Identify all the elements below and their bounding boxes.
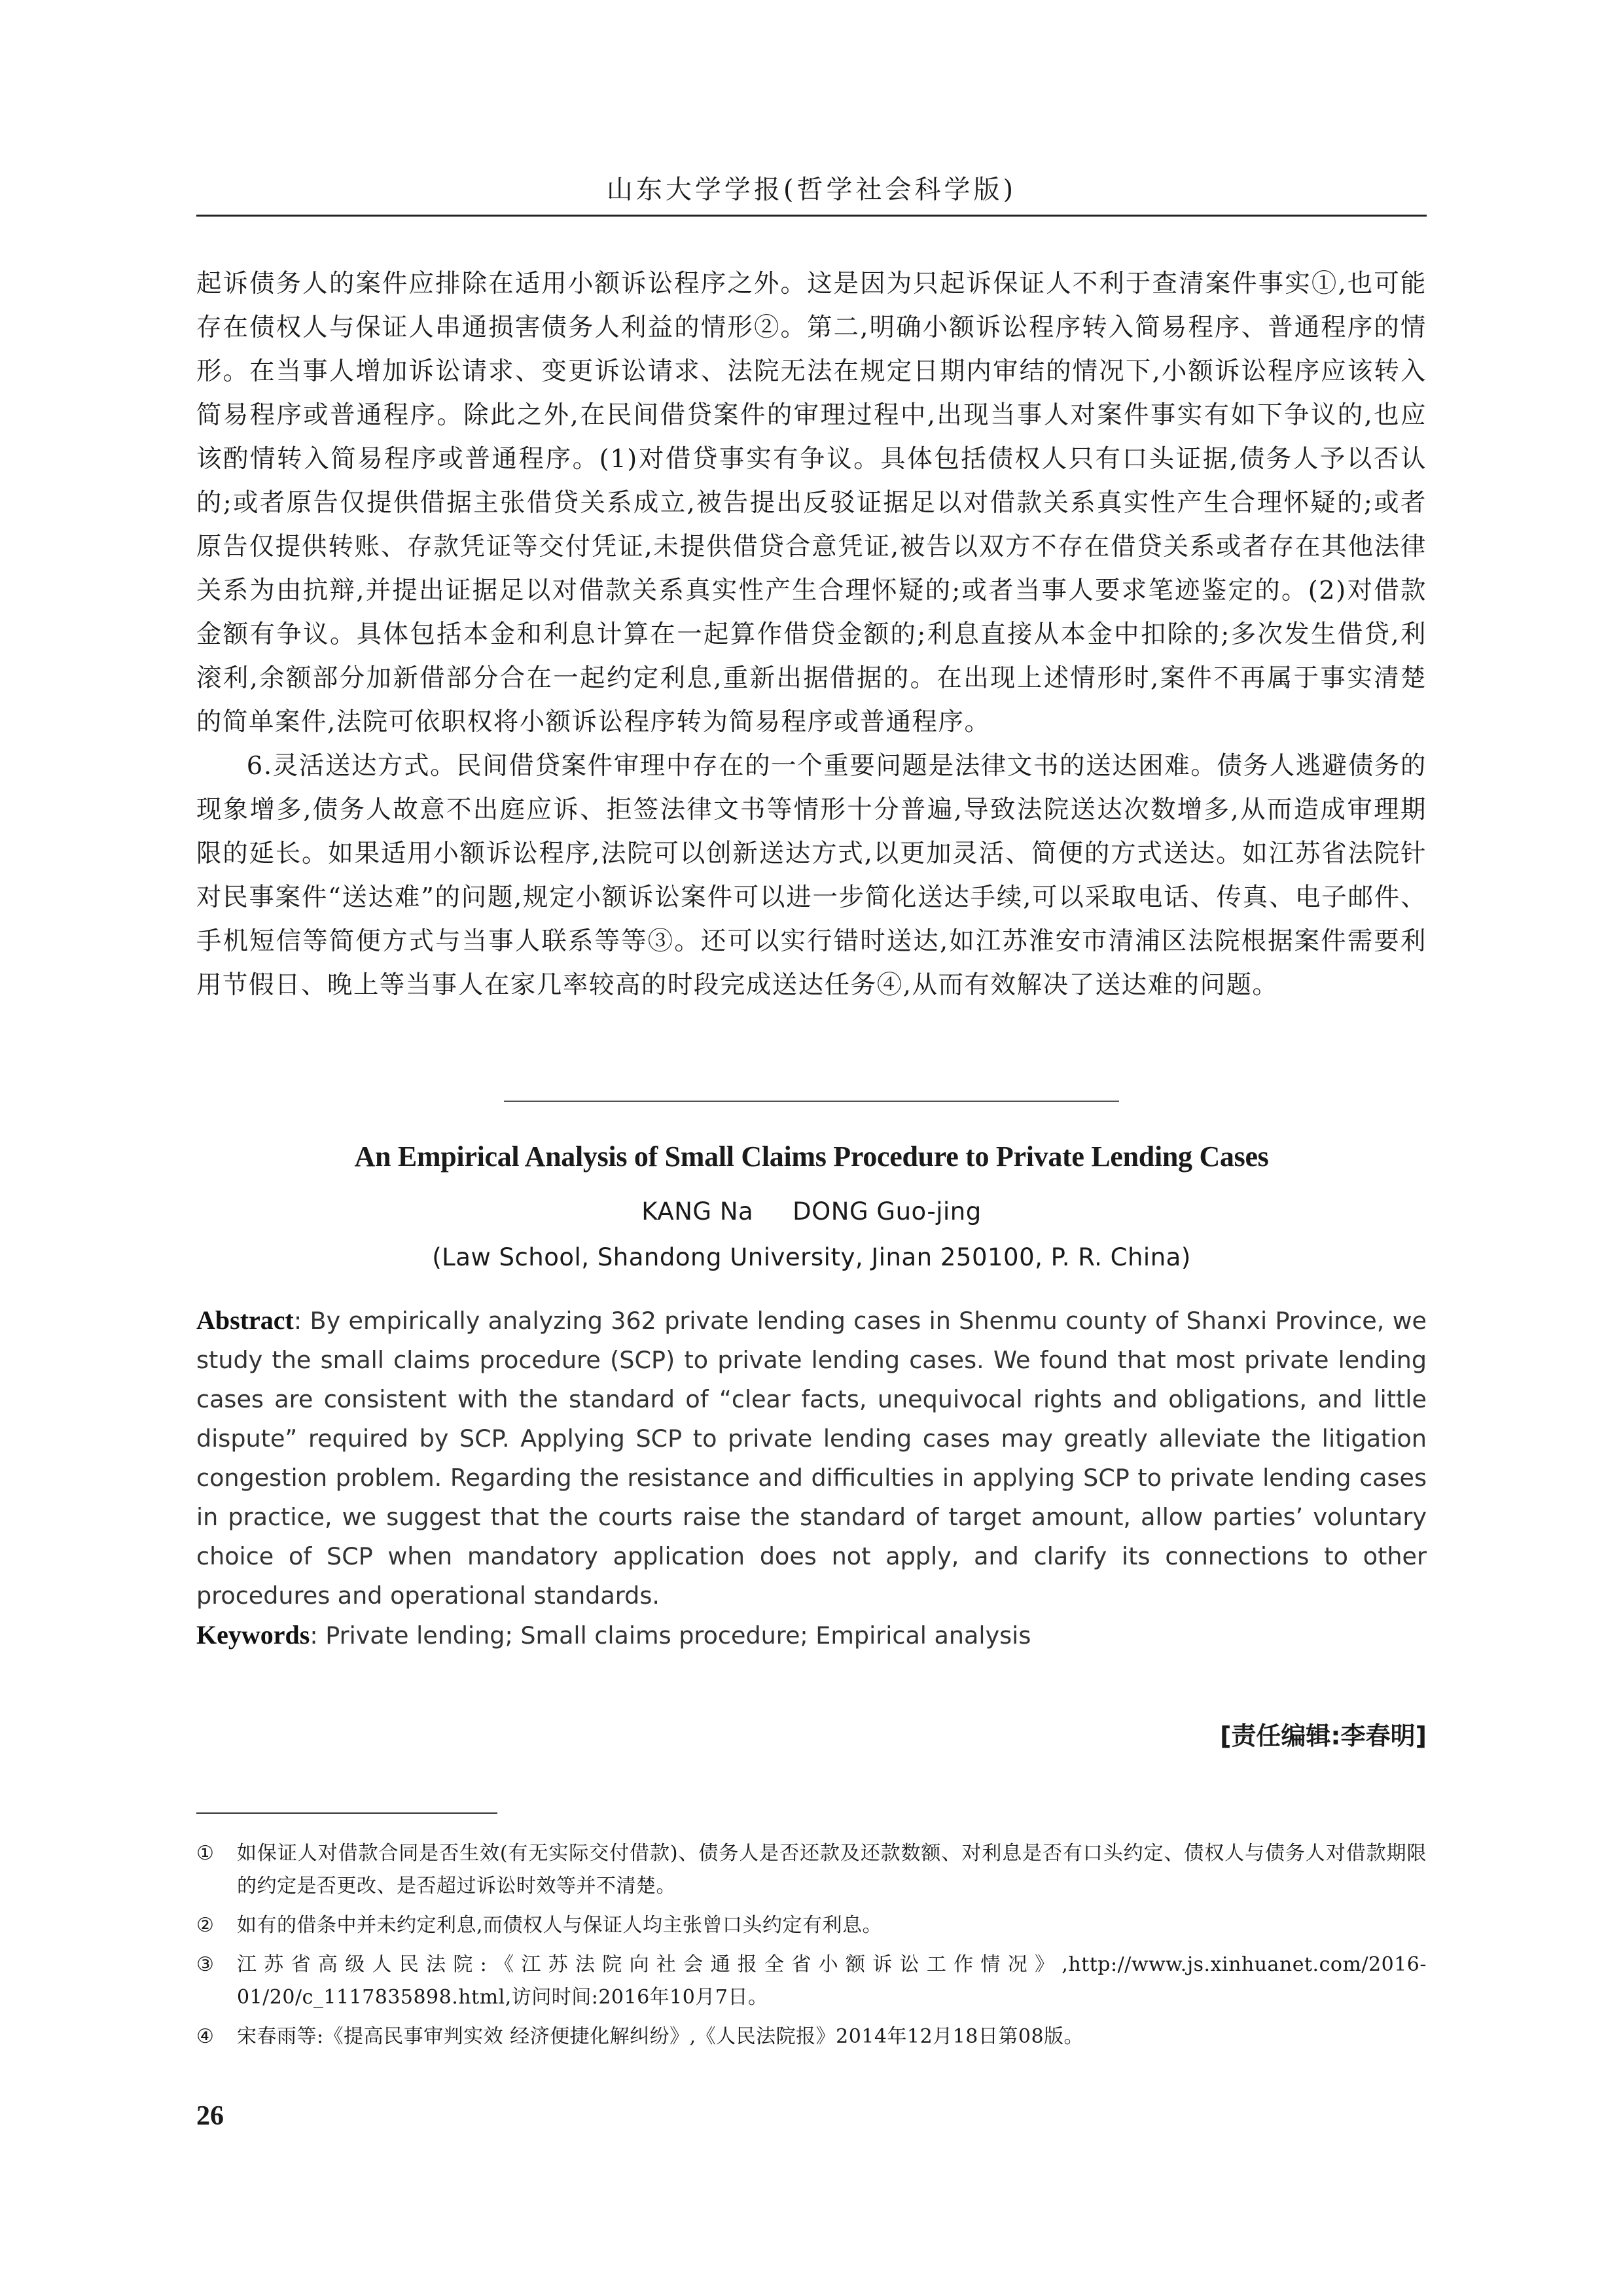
- responsible-editor: [责任编辑:李春明]: [1220, 1722, 1427, 1750]
- page-number: 26: [196, 2101, 224, 2131]
- footnote-mark: ③: [196, 1953, 214, 1976]
- author-name: DONG Guo-jing: [793, 1197, 982, 1226]
- english-authors: [196, 1197, 1427, 1226]
- footnote-mark: ①: [196, 1842, 214, 1865]
- english-title: An Empirical Analysis of Small Claims Procedure to Private Lending Cases: [354, 1140, 1269, 1173]
- english-affiliation: (Law School, Shandong University, Jinan 250100, P. R. China): [432, 1243, 1191, 1271]
- footnote-text: 如保证人对借款合同是否生效(有无实际交付借款)、债务人是否还款及还款数额、对利息是否有口头约定、债权人与债务人对借款期限的约定是否更改、是否超过诉讼时效等并不清楚。: [237, 1842, 1427, 1898]
- abstract-text: By empirically analyzing 362 private lending cases in Shenmu county of Shanxi Province, we study the small claims procedure (SCP) to private lending cases. We found that most private lending cases are consistent with the standard of “clear facts, unequivocal rights and obligations, and little dispute” required by SCP. Applying SCP to private lending cases may greatly alleviate the litigation congestion problem. Regarding the resistance and difficulties in applying SCP to private lending cases in practice, we suggest that the courts raise the standard of target amount, allow parties’ voluntary choice of SCP when mandatory application does not apply, and clarify its connections to other procedures and operational standards.: [196, 1307, 1427, 1610]
- header-rule: [196, 215, 1427, 217]
- body-paragraph: 起诉债务人的案件应排除在适用小额诉讼程序之外。这是因为只起诉保证人不利于查清案件事实①,也可能存在债权人与保证人串通损害债务人利益的情形②。第二,明确小额诉讼程序转入简易程序、普通程序的情形。在当事人增加诉讼请求、变更诉讼请求、法院无法在规定日期内审结的情况下,小额诉讼程序应该转入简易程序或普通程序。除此之外,在民间借贷案件的审理过程中,出现当事人对案件事实有如下争议的,也应该酌情转入简易程序或普通程序。(1)对借贷事实有争议。具体包括债权人只有口头证据,债务人予以否认的;或者原告仅提供借据主张借贷关系成立,被告提出反驳证据足以对借款关系真实性产生合理怀疑的;或者原告仅提供转账、存款凭证等交付凭证,未提供借贷合意凭证,被告以双方不存在借贷关系或者存在其他法律关系为由抗辩,并提出证据足以对借款关系真实性产生合理怀疑的;或者当事人要求笔迹鉴定的。(2)对借款金额有争议。具体包括本金和利息计算在一起算作借贷金额的;利息直接从本金中扣除的;多次发生借贷,利滚利,余额部分加新借部分合在一起约定利息,重新出据借据的。在出现上述情形时,案件不再属于事实清楚的简单案件,法院可依职权将小额诉讼程序转为简易程序或普通程序。: [196, 269, 1427, 737]
- footnote-mark: ④: [196, 2025, 214, 2048]
- keywords: [196, 1616, 1427, 1655]
- footnote-text: 宋春雨等:《提高民事审判实效 经济便捷化解纠纷》,《人民法院报》2014年12月18日第08版。: [237, 2025, 1084, 2048]
- keywords-label: Keywords: [196, 1620, 310, 1650]
- footnote-text: 如有的借条中并未约定利息,而债权人与保证人均主张曾口头约定有利息。: [237, 1914, 883, 1937]
- abstract: [196, 1301, 1427, 1616]
- footnotes: [196, 1837, 1427, 2060]
- keywords-text: Private lending; Small claims procedure; Empirical analysis: [325, 1621, 1031, 1650]
- footnote: [196, 1949, 1427, 2014]
- footnote: [196, 1837, 1427, 1903]
- footnote: [196, 1909, 1427, 1942]
- footnote: [196, 2021, 1427, 2053]
- abstract-label: Abstract: [196, 1305, 294, 1335]
- running-header: 山东大学学报(哲学社会科学版): [606, 175, 1017, 205]
- body-text: [196, 262, 1427, 1007]
- section-divider: [504, 1101, 1119, 1102]
- footnote-mark: ②: [196, 1914, 214, 1937]
- keywords-separator: :: [310, 1621, 318, 1650]
- footnote-text: 江苏省高级人民法院:《江苏法院向社会通报全省小额诉讼工作情况》,http://www.js.xinhuanet.com/2016-01/20/c_1117835898.html,访问时间:2016年10月7日。: [237, 1953, 1427, 2009]
- abstract-separator: :: [293, 1307, 302, 1335]
- abstract-block: [196, 1301, 1427, 1655]
- author-name: KANG Na: [641, 1197, 754, 1226]
- footnote-rule: [196, 1812, 497, 1814]
- body-paragraph: 6.灵活送达方式。民间借贷案件审理中存在的一个重要问题是法律文书的送达困难。债务人逃避债务的现象增多,债务人故意不出庭应诉、拒签法律文书等情形十分普遍,导致法院送达次数增多,从而造成审理期限的延长。如果适用小额诉讼程序,法院可以创新送达方式,以更加灵活、简便的方式送达。如江苏省法院针对民事案件“送达难”的问题,规定小额诉讼案件可以进一步简化送达手续,可以采取电话、传真、电子邮件、手机短信等简便方式与当事人联系等等③。还可以实行错时送达,如江苏淮安市清浦区法院根据案件需要利用节假日、晚上等当事人在家几率较高的时段完成送达任务④,从而有效解决了送达难的问题。: [196, 751, 1427, 1000]
